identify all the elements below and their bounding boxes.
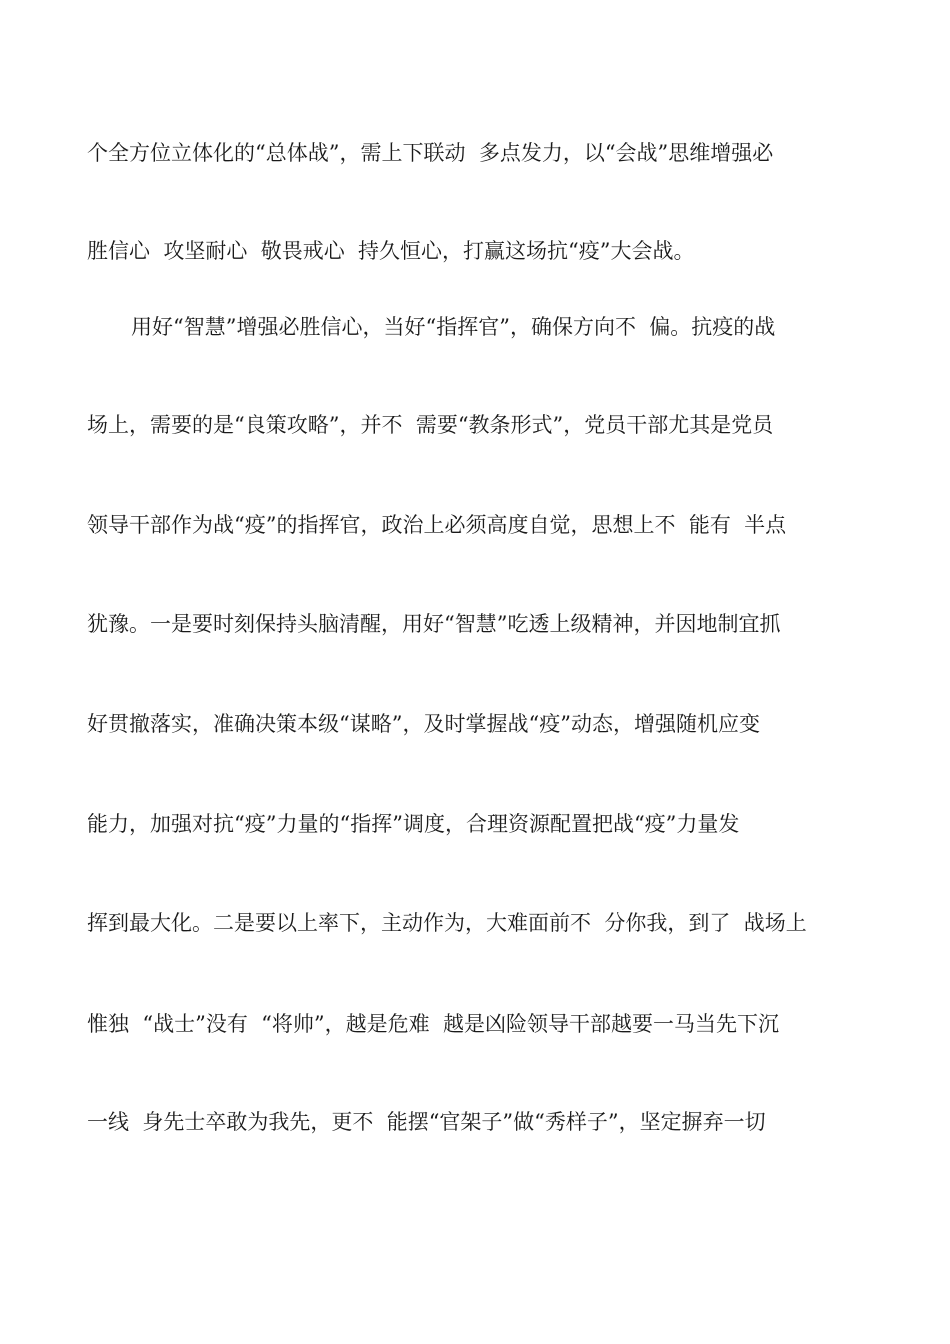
text-line: 个全方位立体化的“总体战”，需上下联动 多点发力，以“会战”思维增强必	[87, 141, 774, 165]
text-line: 挥到最大化。二是要以上率下，主动作为，大难面前不 分你我，到了 战场上	[87, 911, 807, 935]
text-line: 好贯撤落实，准确决策本级“谋略”，及时掌握战“疫”动态，增强随机应变	[87, 712, 760, 736]
text-line: 场上，需要的是“良策攻略”，并不 需要“教条形式”，党员干部尤其是党员	[87, 413, 774, 437]
text-line: 一线 身先士卒敢为我先，更不 能摆“官架子”做“秀样子”，坚定摒弃一切	[87, 1110, 766, 1134]
text-line: 惟独 “战士”没有 “将帅”，越是危难 越是凶险领导干部越要一马当先下沉	[87, 1012, 779, 1036]
text-line: 胜信心 攻坚耐心 敬畏戒心 持久恒心，打赢这场抗“疫”大会战。	[87, 239, 695, 263]
paragraph-first-line: 用好“智慧”增强必胜信心，当好“指挥官”，确保方向不 偏。抗疫的战	[131, 315, 776, 339]
text-line: 能力，加强对抗“疫”力量的“指挥”调度，合理资源配置把战“疫”力量发	[87, 812, 740, 836]
text-line: 犹豫。一是要时刻保持头脑清醒，用好“智慧”吃透上级精神，并因地制宜抓	[87, 612, 781, 636]
text-line: 领导干部作为战“疫”的指挥官，政治上必须高度自觉，思想上不 能有 半点	[87, 513, 787, 537]
